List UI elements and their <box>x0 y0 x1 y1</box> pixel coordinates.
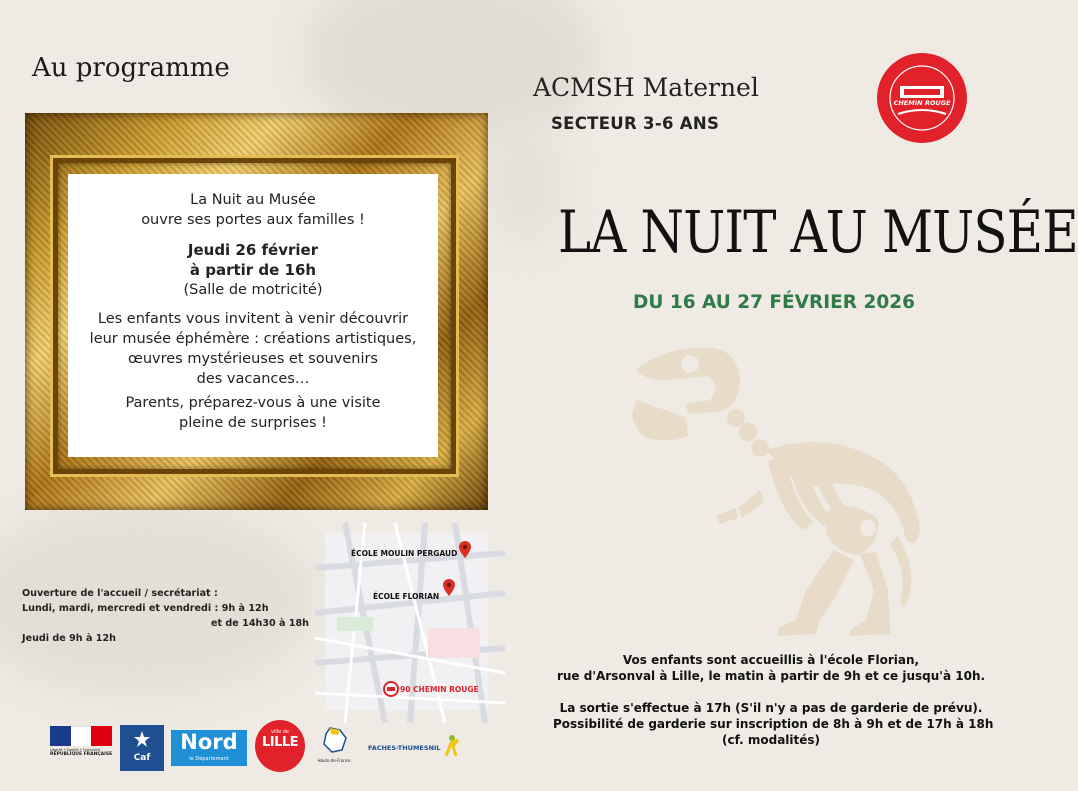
logo-motto: Liberté • Égalité • Fraternité <box>50 748 100 752</box>
opening-hours <box>22 586 309 646</box>
logo-subtext: le Département <box>189 756 229 762</box>
logo-text: FACHES-THUMESNIL <box>368 744 441 752</box>
map-pin-icon <box>443 579 455 596</box>
hours-heading: Ouverture de l'accueil / secrétariat : <box>22 588 218 599</box>
logo-text: Caf <box>133 753 151 763</box>
logo-text: Nord <box>180 730 238 754</box>
invitation-line: Parents, préparez-vous à une visite <box>125 395 381 411</box>
nord-logo <box>171 730 247 766</box>
caf-logo <box>120 725 164 771</box>
hours-line: Lundi, mardi, mercredi et vendredi : 9h à 12h <box>22 603 269 614</box>
logo-text: Hauts-de-France <box>317 758 351 763</box>
info-line: (cf. modalités) <box>721 733 821 747</box>
logo-text: RÉPUBLIQUE FRANÇAISE <box>50 752 113 757</box>
intro-line: ouvre ses portes aux familles ! <box>141 212 365 228</box>
france-map-icon <box>320 726 348 754</box>
event-date <box>68 240 438 280</box>
poster-title: LA NUIT AU MUSÉE <box>558 198 1078 266</box>
description-line: des vacances… <box>196 371 310 387</box>
chemin-rouge-logo <box>876 52 968 144</box>
info-line: Vos enfants sont accueillis à l'école Florian, <box>622 653 920 667</box>
logo-subtext: ville de <box>270 729 290 735</box>
gold-picture-frame <box>25 113 488 510</box>
invitation-line: pleine de surprises ! <box>179 415 327 431</box>
event-description <box>68 309 438 389</box>
partner-logos <box>50 720 470 780</box>
description-line: Les enfants vous invitent à venir découvrir <box>97 311 409 327</box>
faches-figure-icon <box>442 734 460 758</box>
paper-texture <box>480 120 570 250</box>
caf-symbol-icon <box>132 729 152 749</box>
event-dates: DU 16 AU 27 FÉVRIER 2026 <box>633 292 915 313</box>
description-line: leur musée éphémère : créations artistiques, <box>89 331 417 347</box>
map-pin-icon <box>459 541 471 558</box>
program-name: ACMSH Maternel <box>533 73 759 102</box>
map-label-florian: ÉCOLE FLORIAN <box>373 592 440 601</box>
practical-info <box>553 652 994 748</box>
info-line: Possibilité de garderie sur inscription de 8h à 9h et de 17h à 18h <box>553 717 994 731</box>
frame-canvas <box>68 174 438 457</box>
time-line: à partir de 16h <box>189 261 317 279</box>
map-label-chemin-rouge: 90 CHEMIN ROUGE <box>400 685 479 694</box>
parents-invitation <box>68 393 438 433</box>
description-line: œuvres mystérieuses et souvenirs <box>127 351 378 367</box>
info-line: La sortie s'effectue à 17h (S'il n'y a pas de garderie de prévu). <box>559 701 983 715</box>
section-title: Au programme <box>32 53 230 83</box>
chemin-rouge-badge <box>876 52 968 144</box>
hours-line: Jeudi de 9h à 12h <box>22 633 116 644</box>
chemin-rouge-marker-icon <box>383 681 399 697</box>
info-line: rue d'Arsonval à Lille, le matin à partir de 9h et ce jusqu'à 10h. <box>556 669 986 683</box>
map-label-moulin-pergaud: ÉCOLE MOULIN PERGAUD <box>351 549 458 558</box>
republique-francaise-logo <box>50 726 114 768</box>
intro-text <box>68 190 438 230</box>
hauts-de-france-logo <box>316 726 352 770</box>
ville-de-lille-logo <box>255 720 305 772</box>
faches-thumesnil-logo <box>368 734 463 764</box>
map-streets <box>325 533 488 710</box>
event-place: (Salle de motricité) <box>183 282 323 298</box>
hours-line: et de 14h30 à 18h <box>211 618 310 629</box>
t-rex-skeleton-icon <box>628 340 928 640</box>
badge-text: CHEMIN ROUGE <box>893 99 951 107</box>
logo-text: LILLE <box>261 735 299 750</box>
date-line: Jeudi 26 février <box>187 241 319 259</box>
age-sector: SECTEUR 3-6 ANS <box>551 114 720 133</box>
intro-line: La Nuit au Musée <box>190 192 316 208</box>
location-map <box>325 533 488 710</box>
